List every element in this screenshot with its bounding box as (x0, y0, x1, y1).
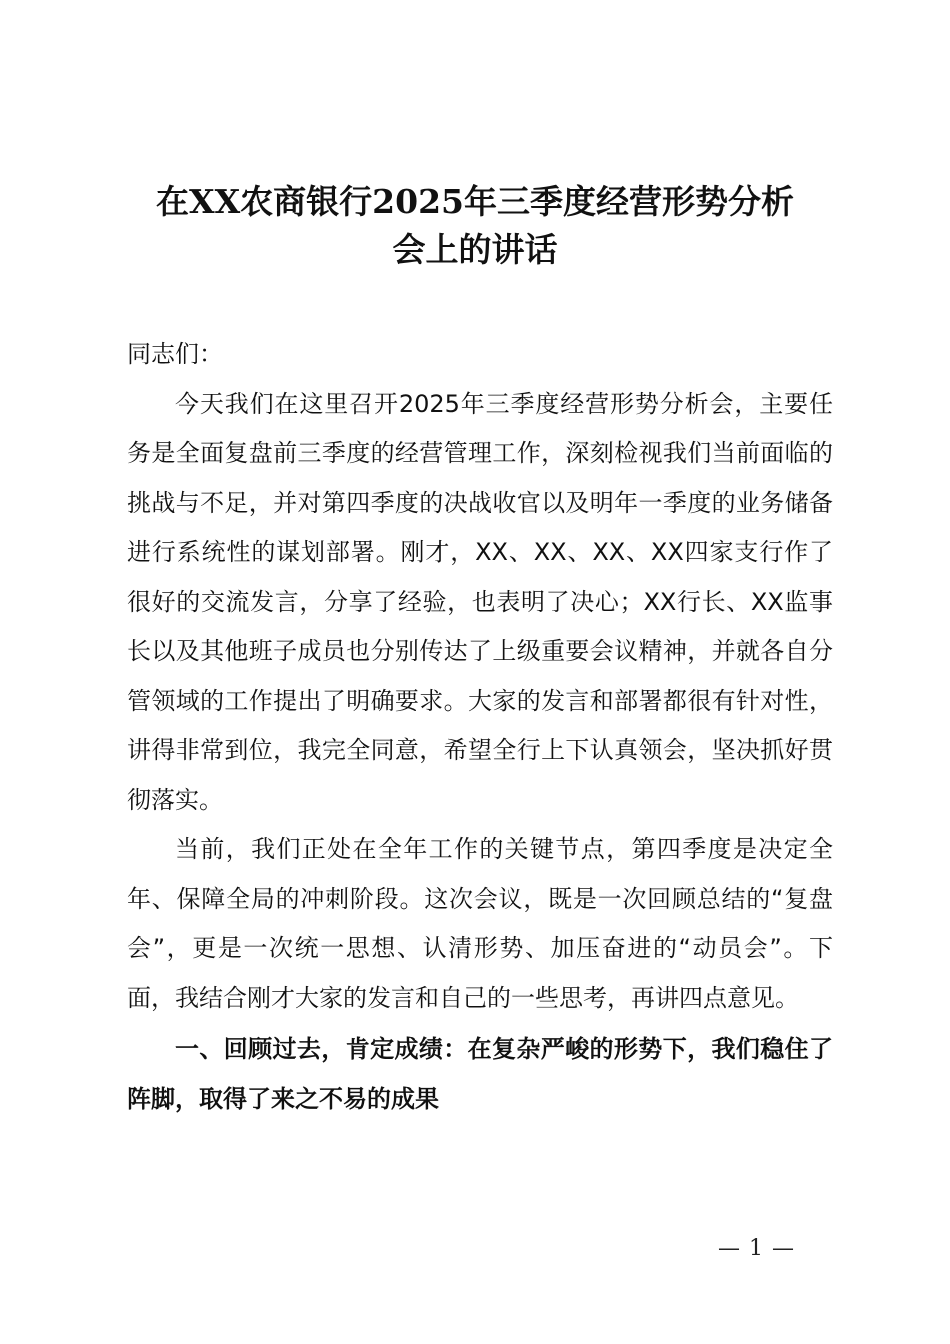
title-line-2: 会上的讲话 (392, 230, 558, 269)
paragraph-context: 当前，我们正处在全年工作的关键节点，第四季度是决定全年、保障全局的冲刺阶段。这次会议，既是一次回顾总结的“复盘会”，更是一次统一思想、认清形势、加压奋进的“动员会”。下面，我结合刚才大家的发言和自己的一些思考，再讲四点意见。 (127, 835, 833, 1012)
section-heading-1: 一、回顾过去，肯定成绩：在复杂严峻的形势下，我们稳住了阵脚，取得了来之不易的成果 (127, 1035, 833, 1113)
title-line-1: 在XX农商银行2025年三季度经营形势分析 (155, 182, 795, 221)
document-body (127, 330, 833, 1124)
page-number: — 1 — (718, 1236, 795, 1261)
paragraph-intro: 今天我们在这里召开2025年三季度经营形势分析会，主要任务是全面复盘前三季度的经营管理工作，深刻检视我们当前面临的挑战与不足，并对第四季度的决战收官以及明年一季度的业务储备进行系统性的谋划部署。刚才，XX、XX、XX、XX四家支行作了很好的交流发言，分享了经验，也表明了决心；XX行长、XX监事长以及其他班子成员也分别传达了上级重要会议精神，并就各自分管领域的工作提出了明确要求。大家的发言和部署都很有针对性，讲得非常到位，我完全同意，希望全行上下认真领会，坚决抓好贯彻落实。 (127, 389, 833, 814)
document-title (0, 178, 950, 274)
greeting: 同志们： (127, 340, 223, 368)
